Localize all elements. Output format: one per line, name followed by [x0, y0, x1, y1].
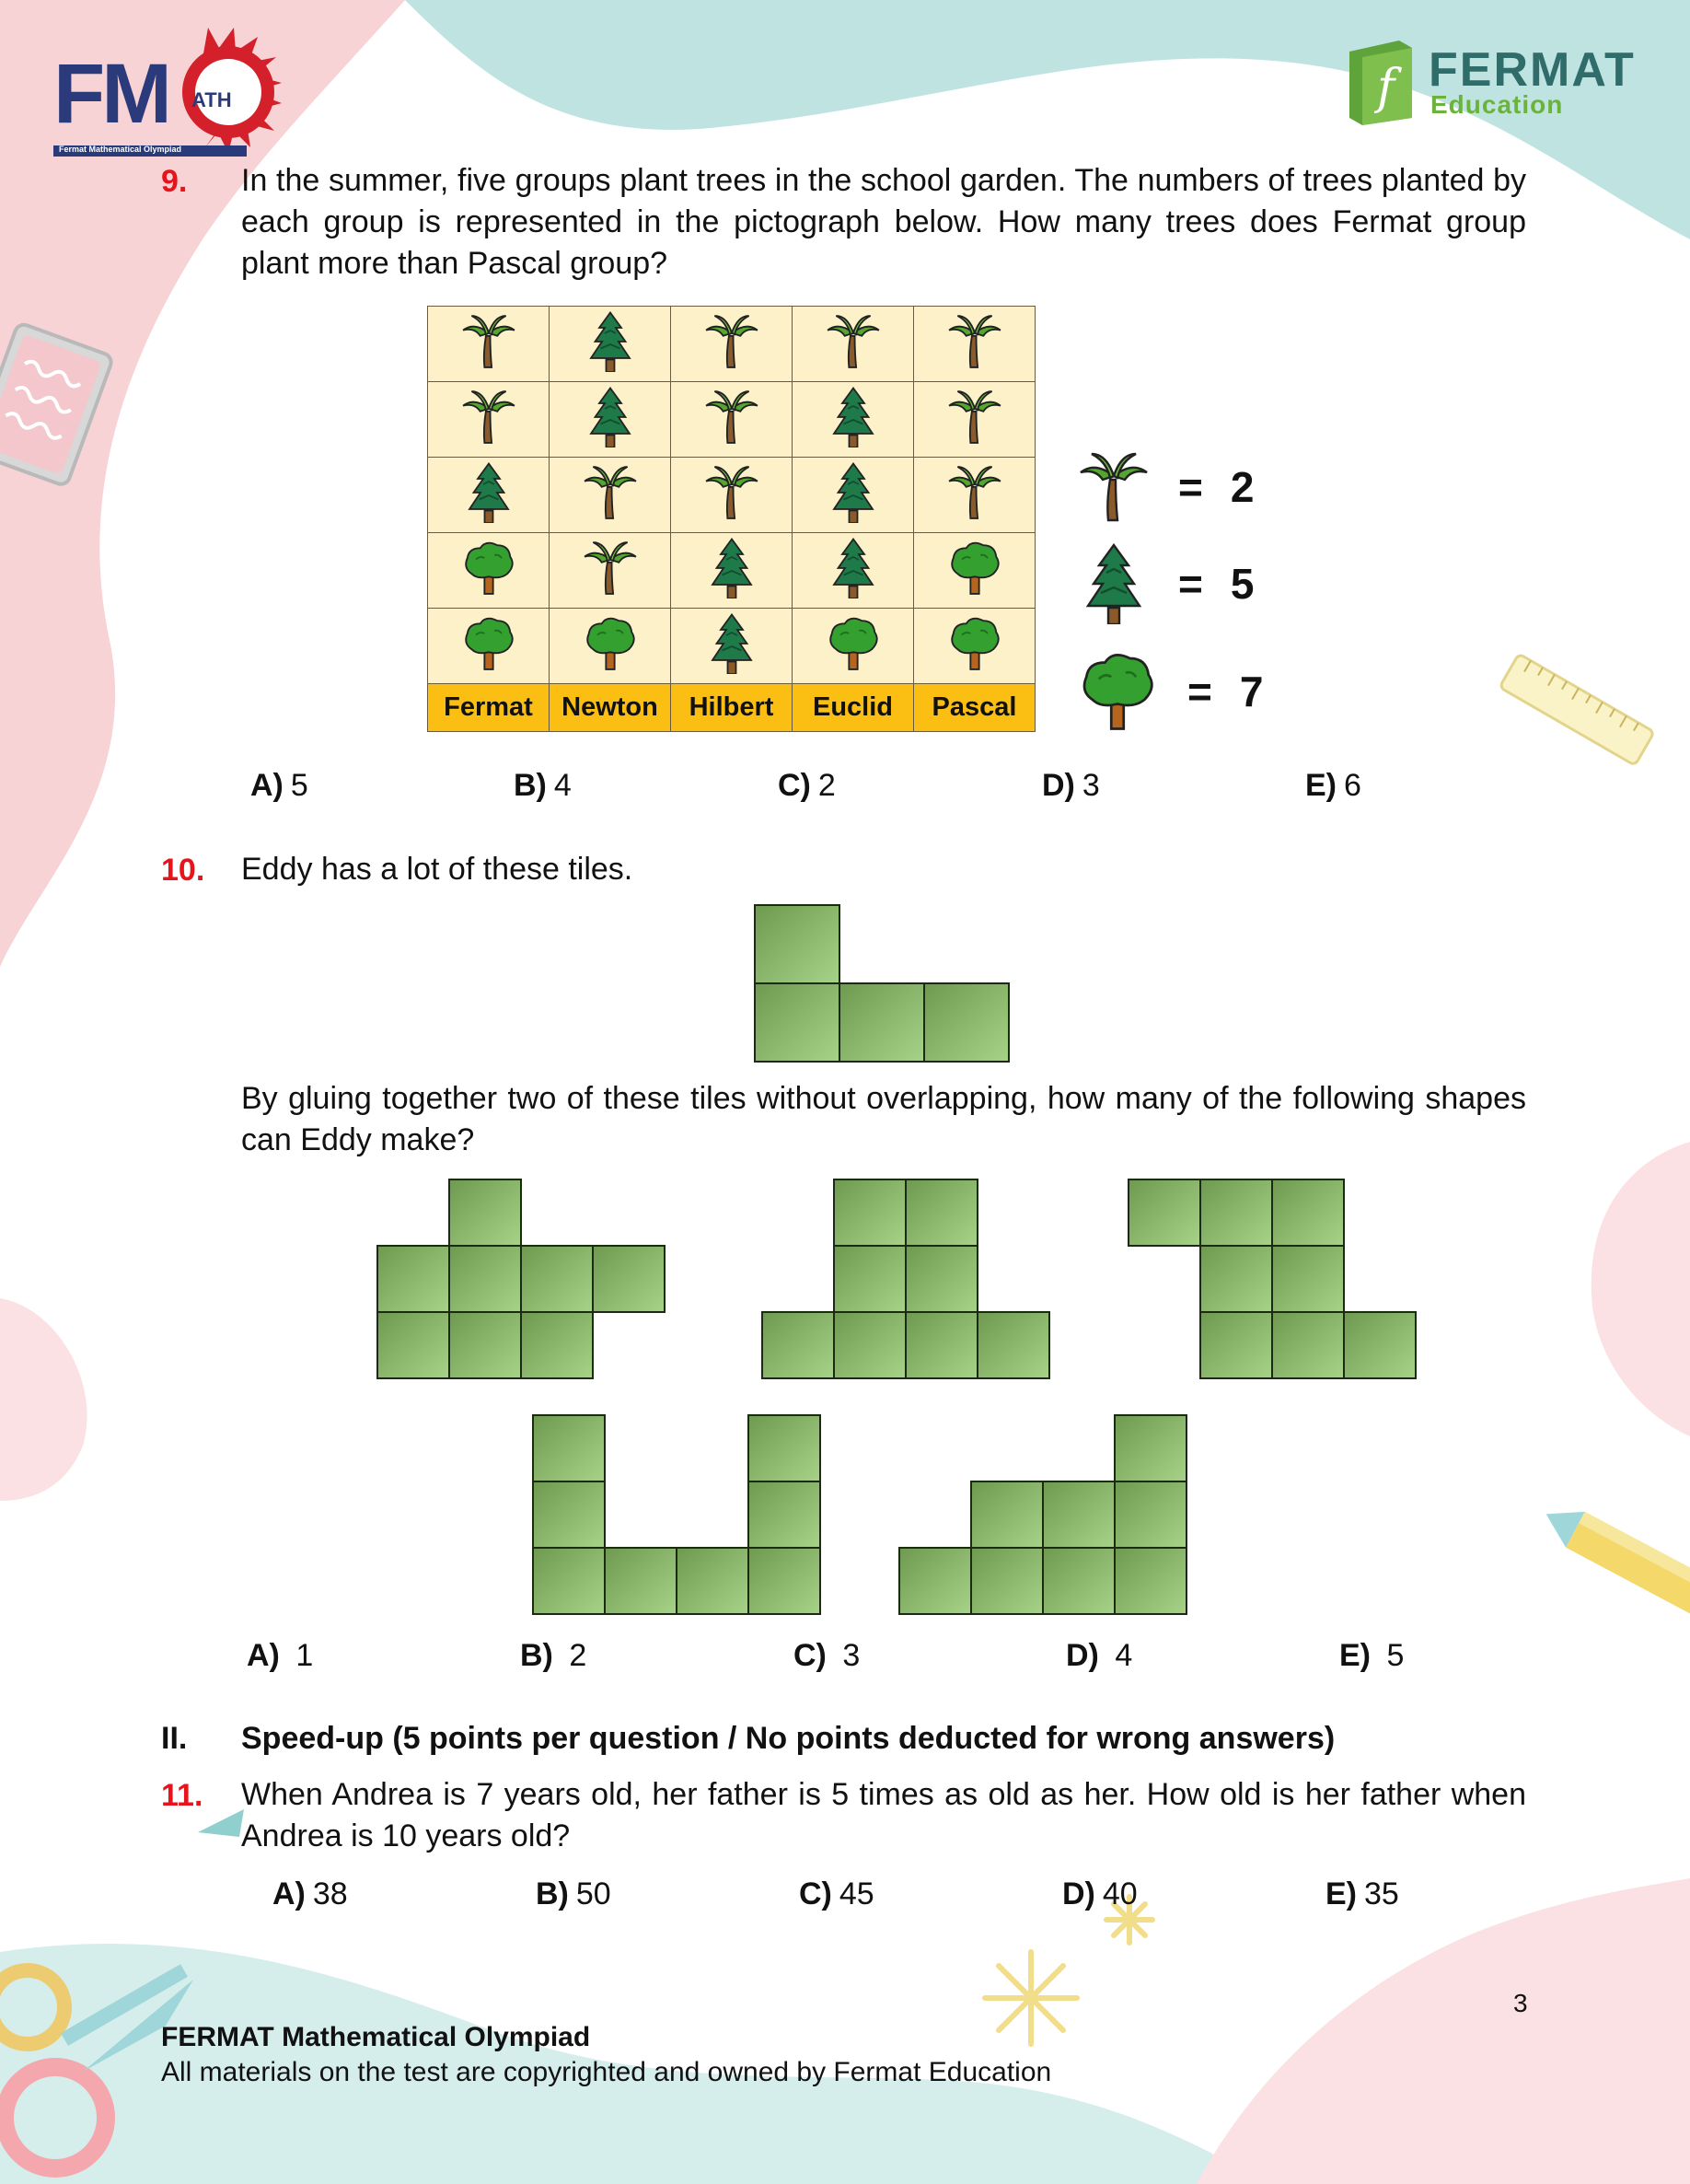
fm-logo-text: FM: [53, 47, 168, 141]
shape-5: [897, 1413, 1192, 1616]
q9-option-e[interactable]: [1305, 768, 1361, 804]
q11-option-c[interactable]: [799, 1876, 874, 1912]
palm-tree-icon: [582, 538, 639, 598]
legend-palm-eq: =: [1178, 463, 1203, 511]
legend-round-value: 7: [1239, 668, 1264, 715]
palm-tree-icon: [703, 462, 760, 523]
q9-option-c-label: C): [778, 768, 811, 803]
pictograph-cell: [793, 609, 914, 684]
palm-tree-icon: [460, 311, 517, 372]
pictograph-cell: [914, 458, 1036, 533]
pictograph-row: [428, 609, 1036, 684]
pine-tree-icon: [825, 538, 882, 598]
section-number: II.: [161, 1721, 188, 1756]
pictograph-cell: [428, 609, 550, 684]
q11-option-d-value: 40: [1102, 1876, 1138, 1911]
q9-number: 9.: [161, 164, 188, 199]
q10-option-c-label: C): [793, 1638, 827, 1673]
round-tree-icon: [460, 538, 517, 598]
palm-tree-icon: [703, 311, 760, 372]
q9-option-e-value: 6: [1344, 768, 1361, 803]
group-label: Hilbert: [671, 684, 793, 732]
pictograph-cell: [550, 307, 671, 382]
fermat-brand-text: FERMAT: [1429, 43, 1636, 97]
shape-2: [760, 1178, 1055, 1380]
pictograph-cell: [793, 307, 914, 382]
q10-option-b-label: B): [520, 1638, 553, 1673]
q11-option-d-label: D): [1062, 1876, 1095, 1911]
l-tile-shape: [753, 903, 1015, 1063]
pictograph-cell: [793, 533, 914, 609]
q11-text: When Andrea is 7 years old, her father is 5 times as old as her. How old is her father when Andrea is 10 years old?: [241, 1777, 1526, 1853]
q9-option-c-value: 2: [817, 768, 836, 803]
pictograph-cell: [550, 533, 671, 609]
fm-logo-caption: Fermat Mathematical Olympiad: [59, 145, 182, 154]
q9-option-a-value: 5: [290, 768, 308, 803]
pictograph-cell: [428, 458, 550, 533]
group-label: Fermat: [428, 684, 550, 732]
q9-option-b[interactable]: [514, 768, 572, 804]
q11-option-a[interactable]: [272, 1876, 348, 1912]
group-label: Newton: [550, 684, 671, 732]
pictograph-row: [428, 458, 1036, 533]
group-label: Euclid: [793, 684, 914, 732]
round-tree-icon: [1075, 650, 1160, 733]
q10-option-d[interactable]: [1066, 1638, 1132, 1674]
footer-title: FERMAT Mathematical Olympiad: [161, 2022, 591, 2052]
shape-1: [376, 1178, 670, 1380]
q10-number: 10.: [161, 853, 205, 888]
footer-copyright: All materials on the test are copyrighted and owned by Fermat Education: [161, 2057, 1052, 2087]
fm-logo-math: ATH: [191, 88, 232, 111]
pictograph-cell: [550, 458, 671, 533]
pictograph-cell: [914, 609, 1036, 684]
pine-tree-icon: [703, 538, 760, 598]
pictograph-cell: [671, 382, 793, 458]
pine-tree-icon: [1077, 541, 1151, 626]
palm-tree-icon: [1077, 449, 1151, 525]
legend-palm: [1077, 449, 1254, 525]
q9-option-e-label: E): [1305, 768, 1337, 803]
q11-option-b-label: B): [536, 1876, 569, 1911]
page-number: 3: [1513, 1989, 1528, 2017]
q10-text1: Eddy has a lot of these tiles.: [241, 852, 633, 887]
pictograph-cell: [671, 533, 793, 609]
q11-option-d[interactable]: [1062, 1876, 1138, 1912]
q11-option-e[interactable]: [1325, 1876, 1399, 1912]
pine-tree-icon: [703, 613, 760, 674]
legend-pine-eq: =: [1178, 560, 1203, 608]
pictograph-cell: [914, 307, 1036, 382]
q10-option-d-label: D): [1066, 1638, 1099, 1673]
pictograph-cell: [428, 533, 550, 609]
q9-option-d-value: 3: [1082, 768, 1100, 803]
q9-option-b-value: 4: [553, 768, 572, 803]
svg-text:f: f: [1377, 60, 1395, 115]
group-label: Pascal: [914, 684, 1036, 732]
round-tree-icon: [460, 613, 517, 674]
q10-option-c-value: 3: [842, 1638, 861, 1673]
shape-3: [1127, 1178, 1421, 1380]
pictograph-cell: [550, 609, 671, 684]
pictograph-cell: [671, 609, 793, 684]
q9-option-d-label: D): [1042, 768, 1075, 803]
q10-option-c[interactable]: [793, 1638, 860, 1674]
q11-option-c-value: 45: [839, 1876, 874, 1911]
q11-option-a-value: 38: [312, 1876, 348, 1911]
pictograph-cell: [793, 382, 914, 458]
pictograph-cell: [428, 382, 550, 458]
pine-tree-icon: [825, 462, 882, 523]
pine-tree-icon: [582, 387, 639, 447]
q11-option-a-label: A): [272, 1876, 306, 1911]
palm-tree-icon: [703, 387, 760, 447]
pictograph-cell: [914, 382, 1036, 458]
book-f-icon: [1344, 37, 1418, 125]
round-tree-icon: [825, 613, 882, 674]
q11-option-e-value: 35: [1364, 1876, 1399, 1911]
palm-tree-icon: [825, 311, 882, 372]
q10-text2: By gluing together two of these tiles without overlapping, how many of the following shapes can Eddy make?: [241, 1081, 1526, 1157]
legend-round-eq: =: [1187, 668, 1212, 715]
pictograph-cell: [550, 382, 671, 458]
q9-option-a-label: A): [250, 768, 284, 803]
q9-option-a[interactable]: [250, 768, 308, 804]
q10-option-d-value: 4: [1115, 1638, 1133, 1673]
legend-pine-value: 5: [1230, 560, 1255, 608]
pictograph-cell: [428, 307, 550, 382]
legend-pine: [1077, 541, 1254, 626]
q11-option-c-label: C): [799, 1876, 832, 1911]
pictograph-label-row: [428, 684, 1036, 732]
round-tree-icon: [582, 613, 639, 674]
q10-option-b[interactable]: [520, 1638, 586, 1674]
q9-option-b-label: B): [514, 768, 547, 803]
round-tree-icon: [946, 538, 1003, 598]
pictograph-cell: [793, 458, 914, 533]
q11-option-e-label: E): [1325, 1876, 1357, 1911]
legend-round: [1075, 650, 1263, 733]
pine-tree-icon: [825, 387, 882, 447]
q10-option-e-value: 5: [1386, 1638, 1405, 1673]
pictograph-table: [427, 306, 1036, 732]
pine-tree-icon: [582, 311, 639, 372]
q11-number: 11.: [161, 1778, 203, 1813]
legend-palm-value: 2: [1230, 463, 1255, 511]
q11-option-b-value: 50: [575, 1876, 611, 1911]
q10-option-a-value: 1: [295, 1638, 314, 1673]
q10-option-a[interactable]: [247, 1638, 313, 1674]
q10-option-b-value: 2: [569, 1638, 587, 1673]
section-title: Speed-up (5 points per question / No points deducted for wrong answers): [241, 1721, 1336, 1756]
palm-tree-icon: [946, 462, 1003, 523]
q9-text: In the summer, five groups plant trees in the school garden. The numbers of trees planted by each group is represented in the pictograph below. How many trees does Fermat group plant more than Pascal group?: [241, 163, 1526, 281]
pictograph-row: [428, 533, 1036, 609]
palm-tree-icon: [460, 387, 517, 447]
palm-tree-icon: [946, 311, 1003, 372]
palm-tree-icon: [946, 387, 1003, 447]
pictograph-cell: [671, 458, 793, 533]
q10-option-e-label: E): [1339, 1638, 1371, 1673]
fmath-logo: [53, 28, 288, 161]
q9-option-c[interactable]: [778, 768, 836, 804]
q11-option-b[interactable]: [536, 1876, 611, 1912]
pictograph-cell: [914, 533, 1036, 609]
shape-4: [531, 1413, 826, 1616]
fermat-sub-text: Education: [1430, 90, 1564, 119]
round-tree-icon: [946, 613, 1003, 674]
q10-option-a-label: A): [247, 1638, 280, 1673]
fermat-education-logo: [1344, 37, 1636, 130]
q9-option-d[interactable]: [1042, 768, 1100, 804]
pictograph-cell: [671, 307, 793, 382]
pine-tree-icon: [460, 462, 517, 523]
q10-option-e[interactable]: [1339, 1638, 1404, 1674]
palm-tree-icon: [582, 462, 639, 523]
pictograph-row: [428, 307, 1036, 382]
pictograph-row: [428, 382, 1036, 458]
